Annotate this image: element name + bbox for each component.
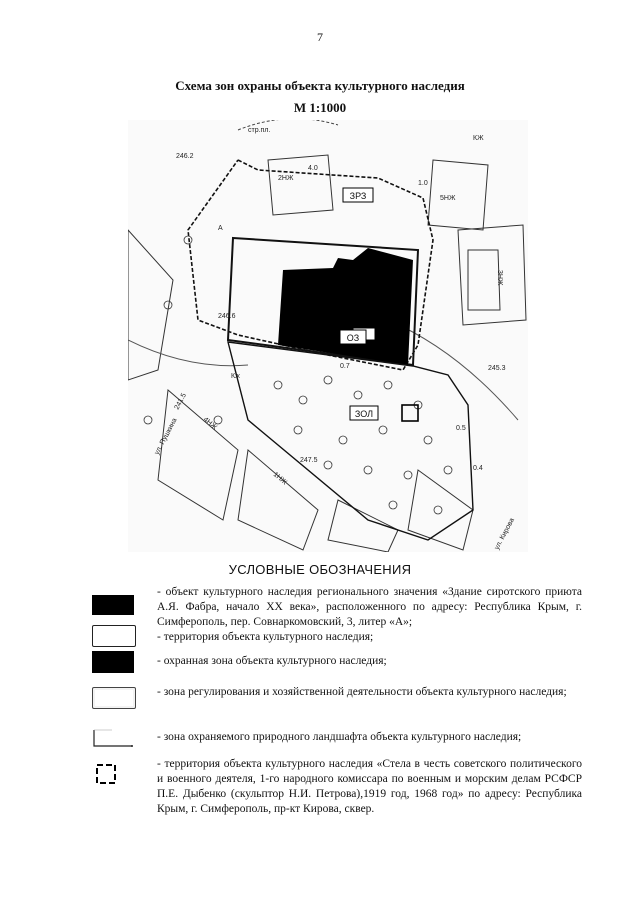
legend-text: - зона регулирования и хозяйственной деятельности объекта культурного наследия;: [157, 686, 567, 698]
legend-symbol-zol-outline: [92, 728, 134, 748]
street-label-kirova: ул. Кирова: [493, 517, 517, 551]
legend-text: - территория объекта культурного наследия;: [157, 631, 374, 643]
map-drawing: [128, 120, 528, 552]
zol-label: ЗОЛ: [354, 409, 374, 419]
site-plan-map: [128, 120, 528, 552]
misc-label: 0.7: [340, 363, 350, 370]
document-title: Схема зон охраны объекта культурного наследия: [175, 78, 465, 93]
legend-text: - объект культурного наследия регионального значения «Здание сиротского приюта А.Я. Фабра, начало XX века», расположенного по адресу: Республика Крым, г. Симферополь, пер. Совнаркомовский, 3, литер «А»;: [157, 586, 582, 628]
legend-symbol-black-fill: [92, 651, 134, 673]
legend-title: УСЛОВНЫЕ ОБОЗНАЧЕНИЯ: [228, 562, 412, 577]
misc-label: 4.0: [308, 165, 318, 172]
building-label: 4НЖ: [201, 416, 219, 432]
legend-symbol-rounded-outline: [92, 687, 136, 709]
elevation-label: 241.5: [173, 392, 188, 411]
misc-label: 1.0: [418, 180, 428, 187]
misc-label: 0.4: [473, 465, 483, 472]
misc-label: 0.5: [456, 425, 466, 432]
legend-symbol-outline: [92, 625, 136, 647]
elevation-label: 246.6: [218, 313, 236, 320]
building-label: 1НЖ: [271, 471, 289, 487]
elevation-label: 245.3: [488, 365, 506, 372]
zrz-label: ЗРЗ: [349, 191, 367, 201]
building-label: 5НЖ: [440, 195, 456, 202]
oz-label: ОЗ: [346, 333, 360, 343]
misc-label: Кж: [231, 373, 240, 380]
building-label: 2НЖ: [278, 175, 294, 182]
legend-text: - территория объекта культурного наследия «Стела в честь советского политического и военного деятеля, 1-го народного комиссара по военным и морским делам РСФСР П.Е. Дыбенко (скульптор Н.И. Петрова),1919 год, 1968 год» по адресу: Республика Крым, г. Симферополь, пр-кт Кирова, сквер.: [157, 758, 582, 815]
legend-text: - зона охраняемого природного ландшафта объекта культурного наследия;: [157, 731, 522, 743]
misc-label: А: [218, 225, 223, 232]
street-label-pushkina: ул. Пушкина: [153, 417, 179, 456]
legend-text: - охранная зона объекта культурного наследия;: [157, 655, 387, 667]
elevation-label: 246.2: [176, 153, 194, 160]
page-number: 7: [317, 30, 323, 44]
map-scale: М 1:1000: [293, 100, 347, 115]
legend-symbol-black-fill: [92, 595, 134, 615]
legend-symbol-dashed-square: [94, 762, 118, 786]
building-label: 3НЖ: [496, 270, 503, 286]
elevation-label: 247.5: [300, 457, 318, 464]
misc-label: стр.пл.: [248, 127, 271, 134]
building-label: КЖ: [473, 135, 484, 142]
